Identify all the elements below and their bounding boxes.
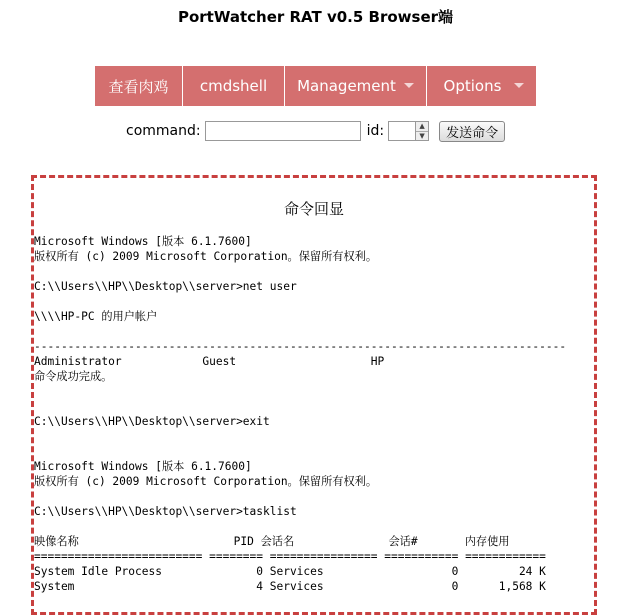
output-line: ========================= ======== ================ =========== ============: [34, 550, 546, 563]
output-title: 命令回显: [283, 200, 344, 218]
nav-item-management[interactable]: [285, 66, 427, 106]
output-line: -------------------------------------------------------------------------------: [34, 340, 567, 353]
nav-item-label: Management: [297, 77, 396, 95]
output-line: Microsoft Windows [版本 6.1.7600]: [34, 235, 252, 248]
nav-item-options[interactable]: [427, 66, 536, 106]
main-nav: [95, 66, 536, 106]
id-input[interactable]: [388, 121, 415, 141]
output-line: C:\\Users\\HP\\Desktop\\server>exit: [34, 415, 270, 428]
output-line: \\\\HP-PC 的用户帐户: [34, 310, 158, 323]
nav-item-label: Options: [443, 77, 502, 95]
output-line: Administrator Guest HP: [34, 355, 385, 368]
output-line: C:\\Users\\HP\\Desktop\\server>tasklist: [34, 505, 297, 518]
nav-item-cmdshell[interactable]: [183, 66, 285, 106]
nav-item-label: 查看肉鸡: [108, 77, 169, 96]
id-spinner[interactable]: [415, 121, 429, 141]
output-line: 命令成功完成。: [34, 370, 113, 383]
command-bar: [126, 120, 505, 142]
nav-item-label: cmdshell: [199, 77, 268, 95]
output-line: 版权所有 (c) 2009 Microsoft Corporation。保留所有权利。: [34, 475, 378, 488]
command-input[interactable]: [205, 121, 361, 141]
page-title: PortWatcher RAT v0.5 Browser端: [177, 8, 454, 26]
send-command-button[interactable]: 发送命令: [439, 121, 505, 142]
id-label: id:: [366, 123, 385, 139]
command-label: command:: [126, 123, 201, 139]
output-line: 映像名称 PID 会话名 会话# 内存使用: [34, 535, 510, 548]
id-field: [386, 121, 429, 141]
chevron-down-icon: [514, 83, 524, 88]
spin-up-icon[interactable]: ▲: [416, 122, 428, 132]
output-line: C:\\Users\\HP\\Desktop\\server>net user: [34, 280, 297, 293]
output-text: [34, 234, 566, 594]
spin-down-icon[interactable]: ▼: [419, 132, 425, 140]
output-line: 版权所有 (c) 2009 Microsoft Corporation。保留所有权利。: [34, 250, 378, 263]
chevron-down-icon: [404, 83, 414, 88]
nav-item-view-bots[interactable]: [95, 66, 183, 106]
output-line: System Idle Process 0 Services 0 24 K: [34, 565, 546, 578]
output-line: Microsoft Windows [版本 6.1.7600]: [34, 460, 252, 473]
command-output-panel: [31, 175, 597, 615]
output-line: System 4 Services 0 1,568 K: [34, 580, 546, 593]
